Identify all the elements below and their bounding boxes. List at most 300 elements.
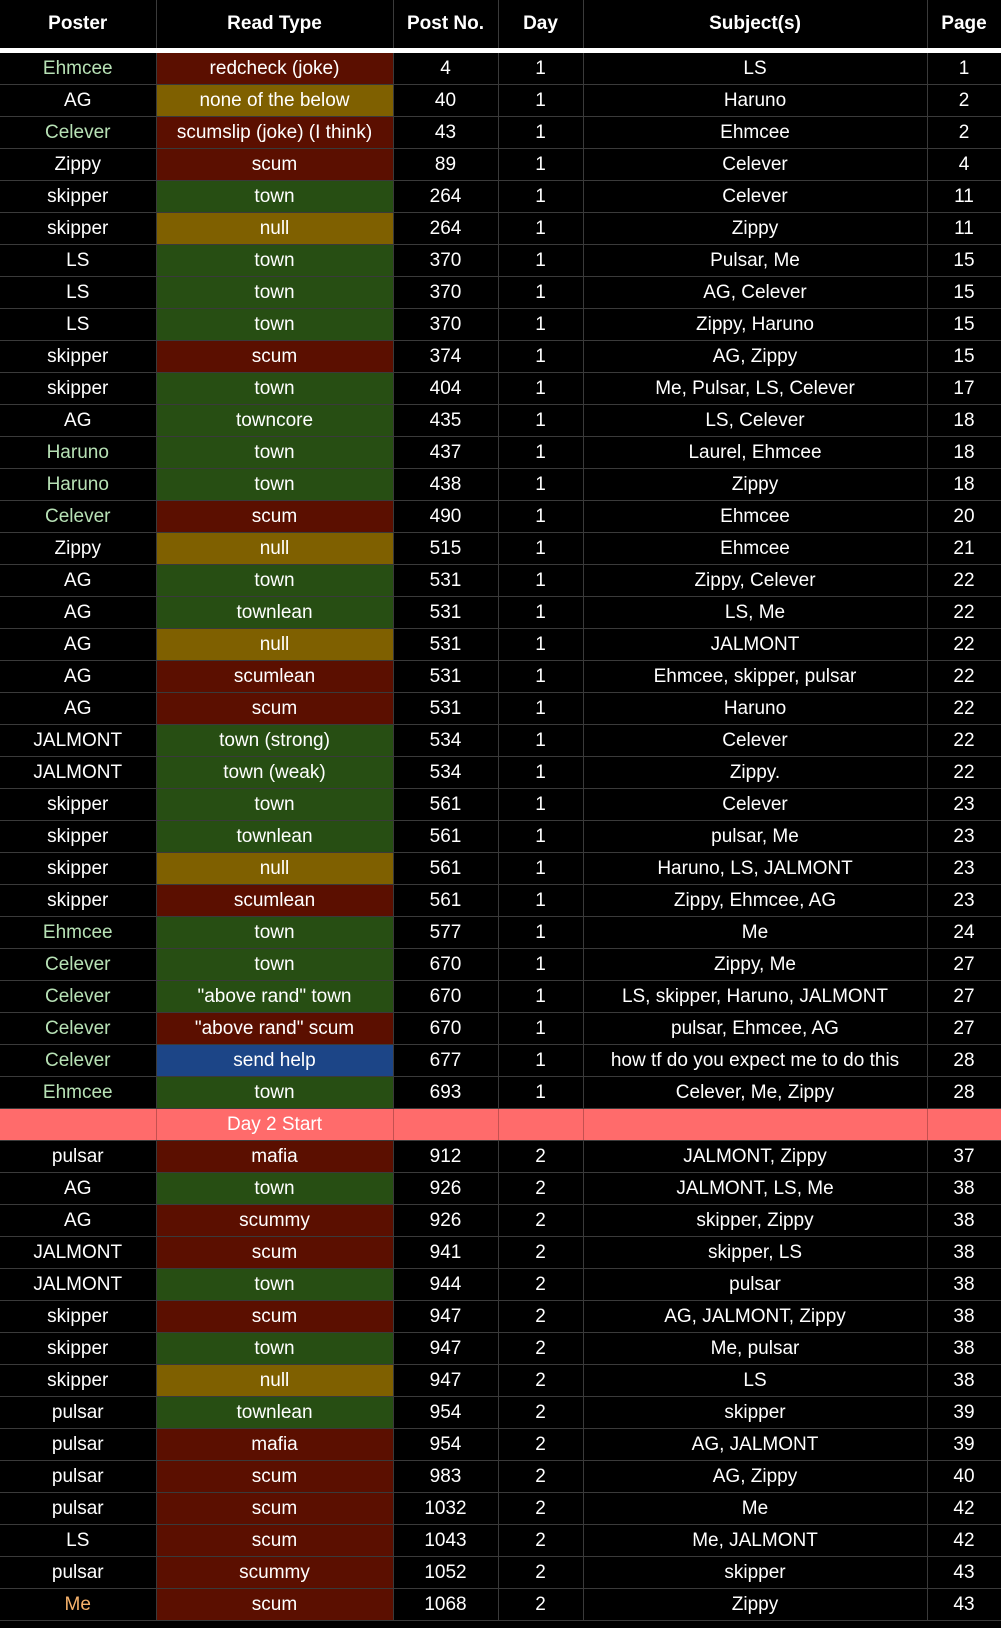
subjects-cell: Zippy bbox=[583, 469, 927, 501]
read-type-cell: scumlean bbox=[156, 661, 393, 693]
post-no-cell: 531 bbox=[393, 597, 498, 629]
page-cell: 27 bbox=[927, 981, 1001, 1013]
day-cell: 1 bbox=[498, 51, 583, 85]
post-no-cell: 264 bbox=[393, 213, 498, 245]
read-type-cell: scumlean bbox=[156, 885, 393, 917]
day-cell: 1 bbox=[498, 565, 583, 597]
page-cell: 23 bbox=[927, 789, 1001, 821]
subjects-cell: Me bbox=[583, 917, 927, 949]
day-cell: 1 bbox=[498, 597, 583, 629]
post-no-cell: 404 bbox=[393, 373, 498, 405]
post-no-cell: 1043 bbox=[393, 1525, 498, 1557]
subjects-cell: Me bbox=[583, 1493, 927, 1525]
page-cell: 22 bbox=[927, 565, 1001, 597]
post-no-cell: 670 bbox=[393, 949, 498, 981]
poster-cell: JALMONT bbox=[0, 1237, 156, 1269]
page-cell: 38 bbox=[927, 1301, 1001, 1333]
poster-cell: Haruno bbox=[0, 469, 156, 501]
day-cell: 1 bbox=[498, 789, 583, 821]
read-type-cell: scum bbox=[156, 1301, 393, 1333]
read-type-cell: town bbox=[156, 789, 393, 821]
table-row bbox=[0, 373, 1001, 405]
subjects-cell: Laurel, Ehmcee bbox=[583, 437, 927, 469]
table-row bbox=[0, 917, 1001, 949]
subjects-cell: LS, skipper, Haruno, JALMONT bbox=[583, 981, 927, 1013]
table-body bbox=[0, 51, 1001, 1621]
day-cell: 2 bbox=[498, 1365, 583, 1397]
table-row bbox=[0, 1173, 1001, 1205]
subjects-cell: Celever bbox=[583, 725, 927, 757]
page-cell: 38 bbox=[927, 1205, 1001, 1237]
post-no-cell: 577 bbox=[393, 917, 498, 949]
table-row bbox=[0, 565, 1001, 597]
subjects-cell: Celever bbox=[583, 789, 927, 821]
post-no-cell: 677 bbox=[393, 1045, 498, 1077]
read-type-cell: null bbox=[156, 213, 393, 245]
post-no-cell: 941 bbox=[393, 1237, 498, 1269]
day-cell: 1 bbox=[498, 885, 583, 917]
poster-cell: skipper bbox=[0, 373, 156, 405]
day-cell: 2 bbox=[498, 1333, 583, 1365]
read-type-cell: town (strong) bbox=[156, 725, 393, 757]
post-no-cell: 43 bbox=[393, 117, 498, 149]
day-cell: 1 bbox=[498, 917, 583, 949]
page-cell: 39 bbox=[927, 1397, 1001, 1429]
read-type-cell: null bbox=[156, 629, 393, 661]
table-row bbox=[0, 1493, 1001, 1525]
day-cell: 2 bbox=[498, 1589, 583, 1621]
page-cell: 2 bbox=[927, 85, 1001, 117]
table-row bbox=[0, 533, 1001, 565]
subjects-cell: JALMONT, LS, Me bbox=[583, 1173, 927, 1205]
page-cell: 38 bbox=[927, 1333, 1001, 1365]
post-no-cell: 370 bbox=[393, 277, 498, 309]
table-row bbox=[0, 1013, 1001, 1045]
read-type-cell: scum bbox=[156, 1237, 393, 1269]
poster-cell: Celever bbox=[0, 1013, 156, 1045]
day-cell: 1 bbox=[498, 373, 583, 405]
subjects-cell: LS, Celever bbox=[583, 405, 927, 437]
page-cell: 43 bbox=[927, 1557, 1001, 1589]
table-row bbox=[0, 277, 1001, 309]
poster-cell: skipper bbox=[0, 1301, 156, 1333]
day-cell: 1 bbox=[498, 661, 583, 693]
table-row bbox=[0, 885, 1001, 917]
page-cell: 4 bbox=[927, 149, 1001, 181]
subjects-cell: Ehmcee bbox=[583, 117, 927, 149]
poster-cell: skipper bbox=[0, 341, 156, 373]
table-row bbox=[0, 149, 1001, 181]
post-no-cell bbox=[393, 1109, 498, 1141]
day-cell: 1 bbox=[498, 853, 583, 885]
page-cell: 2 bbox=[927, 117, 1001, 149]
subjects-cell: Haruno, LS, JALMONT bbox=[583, 853, 927, 885]
table-row bbox=[0, 1461, 1001, 1493]
day-cell: 1 bbox=[498, 437, 583, 469]
read-type-cell: town bbox=[156, 1173, 393, 1205]
read-type-cell: scum bbox=[156, 149, 393, 181]
poster-cell: AG bbox=[0, 1173, 156, 1205]
poster-cell: Ehmcee bbox=[0, 51, 156, 85]
post-no-cell: 912 bbox=[393, 1141, 498, 1173]
page-cell: 15 bbox=[927, 309, 1001, 341]
table-row bbox=[0, 1589, 1001, 1621]
post-no-cell: 947 bbox=[393, 1333, 498, 1365]
page-cell: 11 bbox=[927, 181, 1001, 213]
day-cell: 2 bbox=[498, 1525, 583, 1557]
day-cell: 1 bbox=[498, 1045, 583, 1077]
subjects-cell: pulsar bbox=[583, 1269, 927, 1301]
day-cell: 1 bbox=[498, 725, 583, 757]
day-cell: 1 bbox=[498, 469, 583, 501]
post-no-cell: 531 bbox=[393, 661, 498, 693]
page-cell: 1 bbox=[927, 51, 1001, 85]
poster-cell: AG bbox=[0, 85, 156, 117]
day-cell: 1 bbox=[498, 277, 583, 309]
poster-cell: pulsar bbox=[0, 1429, 156, 1461]
poster-cell: Ehmcee bbox=[0, 917, 156, 949]
read-type-cell: none of the below bbox=[156, 85, 393, 117]
subjects-cell: pulsar, Me bbox=[583, 821, 927, 853]
subjects-cell: Me, Pulsar, LS, Celever bbox=[583, 373, 927, 405]
poster-cell: Ehmcee bbox=[0, 1077, 156, 1109]
post-no-cell: 561 bbox=[393, 885, 498, 917]
subjects-cell: skipper bbox=[583, 1557, 927, 1589]
subjects-cell: LS bbox=[583, 51, 927, 85]
table-row bbox=[0, 821, 1001, 853]
page-cell: 21 bbox=[927, 533, 1001, 565]
post-no-cell: 435 bbox=[393, 405, 498, 437]
post-no-cell: 561 bbox=[393, 821, 498, 853]
header-subjects: Subject(s) bbox=[583, 0, 927, 51]
table-row bbox=[0, 341, 1001, 373]
table-row bbox=[0, 309, 1001, 341]
day-cell: 1 bbox=[498, 981, 583, 1013]
post-no-cell: 374 bbox=[393, 341, 498, 373]
poster-cell: Celever bbox=[0, 981, 156, 1013]
post-no-cell: 370 bbox=[393, 309, 498, 341]
post-no-cell: 1032 bbox=[393, 1493, 498, 1525]
post-no-cell: 1052 bbox=[393, 1557, 498, 1589]
poster-cell: skipper bbox=[0, 853, 156, 885]
subjects-cell: Celever, Me, Zippy bbox=[583, 1077, 927, 1109]
subjects-cell: Me, pulsar bbox=[583, 1333, 927, 1365]
page-cell: 20 bbox=[927, 501, 1001, 533]
subjects-cell: AG, Celever bbox=[583, 277, 927, 309]
post-no-cell: 534 bbox=[393, 725, 498, 757]
read-type-cell: town bbox=[156, 245, 393, 277]
subjects-cell: skipper bbox=[583, 1397, 927, 1429]
page-cell: 27 bbox=[927, 1013, 1001, 1045]
page-cell: 23 bbox=[927, 821, 1001, 853]
table-row bbox=[0, 1045, 1001, 1077]
subjects-cell: Zippy bbox=[583, 1589, 927, 1621]
page-cell: 37 bbox=[927, 1141, 1001, 1173]
poster-cell: JALMONT bbox=[0, 757, 156, 789]
poster-cell: LS bbox=[0, 1525, 156, 1557]
poster-cell: LS bbox=[0, 309, 156, 341]
subjects-cell: JALMONT bbox=[583, 629, 927, 661]
read-type-cell: town bbox=[156, 469, 393, 501]
day-cell: 1 bbox=[498, 501, 583, 533]
poster-cell: Celever bbox=[0, 117, 156, 149]
header-day: Day bbox=[498, 0, 583, 51]
poster-cell: LS bbox=[0, 277, 156, 309]
page-cell: 27 bbox=[927, 949, 1001, 981]
read-type-cell: townlean bbox=[156, 1397, 393, 1429]
day-cell: 2 bbox=[498, 1269, 583, 1301]
read-type-cell: scum bbox=[156, 1589, 393, 1621]
post-no-cell: 370 bbox=[393, 245, 498, 277]
table-row bbox=[0, 1333, 1001, 1365]
day-cell: 1 bbox=[498, 821, 583, 853]
page-cell bbox=[927, 1109, 1001, 1141]
post-no-cell: 490 bbox=[393, 501, 498, 533]
table-row bbox=[0, 981, 1001, 1013]
table-row bbox=[0, 1269, 1001, 1301]
day-cell: 1 bbox=[498, 85, 583, 117]
table-row bbox=[0, 629, 1001, 661]
table-row bbox=[0, 469, 1001, 501]
read-type-cell: scum bbox=[156, 1461, 393, 1493]
subjects-cell: skipper, LS bbox=[583, 1237, 927, 1269]
poster-cell: AG bbox=[0, 693, 156, 725]
post-no-cell: 926 bbox=[393, 1173, 498, 1205]
poster-cell: skipper bbox=[0, 821, 156, 853]
read-type-cell: null bbox=[156, 853, 393, 885]
post-no-cell: 531 bbox=[393, 565, 498, 597]
read-type-cell: scum bbox=[156, 501, 393, 533]
page-cell: 23 bbox=[927, 853, 1001, 885]
post-no-cell: 531 bbox=[393, 693, 498, 725]
table-row bbox=[0, 1205, 1001, 1237]
poster-cell: skipper bbox=[0, 181, 156, 213]
poster-cell: Celever bbox=[0, 949, 156, 981]
read-type-cell: Day 2 Start bbox=[156, 1109, 393, 1141]
post-no-cell: 561 bbox=[393, 853, 498, 885]
page-cell: 28 bbox=[927, 1077, 1001, 1109]
post-no-cell: 670 bbox=[393, 981, 498, 1013]
table-row bbox=[0, 405, 1001, 437]
page-cell: 17 bbox=[927, 373, 1001, 405]
day-cell: 1 bbox=[498, 213, 583, 245]
table-row bbox=[0, 117, 1001, 149]
poster-cell: Haruno bbox=[0, 437, 156, 469]
post-no-cell: 983 bbox=[393, 1461, 498, 1493]
page-cell: 22 bbox=[927, 757, 1001, 789]
page-cell: 42 bbox=[927, 1525, 1001, 1557]
read-type-cell: redcheck (joke) bbox=[156, 51, 393, 85]
table-row bbox=[0, 501, 1001, 533]
post-no-cell: 4 bbox=[393, 51, 498, 85]
day-cell: 2 bbox=[498, 1461, 583, 1493]
page-cell: 18 bbox=[927, 405, 1001, 437]
post-no-cell: 944 bbox=[393, 1269, 498, 1301]
subjects-cell: Zippy, Haruno bbox=[583, 309, 927, 341]
day-cell: 1 bbox=[498, 309, 583, 341]
read-type-cell: "above rand" town bbox=[156, 981, 393, 1013]
poster-cell: AG bbox=[0, 629, 156, 661]
poster-cell: AG bbox=[0, 1205, 156, 1237]
read-type-cell: townlean bbox=[156, 821, 393, 853]
poster-cell: LS bbox=[0, 245, 156, 277]
post-no-cell: 534 bbox=[393, 757, 498, 789]
poster-cell: pulsar bbox=[0, 1557, 156, 1589]
read-type-cell: scum bbox=[156, 1493, 393, 1525]
read-type-cell: town bbox=[156, 949, 393, 981]
page-cell: 22 bbox=[927, 661, 1001, 693]
subjects-cell: pulsar, Ehmcee, AG bbox=[583, 1013, 927, 1045]
subjects-cell: Zippy, Me bbox=[583, 949, 927, 981]
day-cell: 1 bbox=[498, 149, 583, 181]
subjects-cell: Celever bbox=[583, 181, 927, 213]
subjects-cell: Pulsar, Me bbox=[583, 245, 927, 277]
poster-cell: skipper bbox=[0, 213, 156, 245]
table-row bbox=[0, 51, 1001, 85]
subjects-cell: Zippy, Ehmcee, AG bbox=[583, 885, 927, 917]
table-row bbox=[0, 181, 1001, 213]
day-cell: 1 bbox=[498, 629, 583, 661]
subjects-cell: JALMONT, Zippy bbox=[583, 1141, 927, 1173]
subjects-cell: LS, Me bbox=[583, 597, 927, 629]
day-cell: 1 bbox=[498, 1077, 583, 1109]
read-type-cell: town bbox=[156, 1333, 393, 1365]
day-cell: 2 bbox=[498, 1237, 583, 1269]
read-type-cell: scum bbox=[156, 1525, 393, 1557]
page-cell: 38 bbox=[927, 1365, 1001, 1397]
subjects-cell: Ehmcee, skipper, pulsar bbox=[583, 661, 927, 693]
day-cell: 2 bbox=[498, 1429, 583, 1461]
post-no-cell: 515 bbox=[393, 533, 498, 565]
header-poster: Poster bbox=[0, 0, 156, 51]
read-type-cell: mafia bbox=[156, 1141, 393, 1173]
table-row bbox=[0, 213, 1001, 245]
header-row bbox=[0, 0, 1001, 51]
table-row bbox=[0, 1301, 1001, 1333]
page-cell: 38 bbox=[927, 1173, 1001, 1205]
poster-cell: pulsar bbox=[0, 1141, 156, 1173]
poster-cell: Me bbox=[0, 1589, 156, 1621]
poster-cell: skipper bbox=[0, 1365, 156, 1397]
table-row bbox=[0, 1557, 1001, 1589]
read-type-cell: mafia bbox=[156, 1429, 393, 1461]
page-cell: 23 bbox=[927, 885, 1001, 917]
read-type-cell: null bbox=[156, 1365, 393, 1397]
day-cell: 2 bbox=[498, 1493, 583, 1525]
read-type-cell: scummy bbox=[156, 1557, 393, 1589]
day-cell bbox=[498, 1109, 583, 1141]
post-no-cell: 40 bbox=[393, 85, 498, 117]
read-type-cell: null bbox=[156, 533, 393, 565]
day-cell: 2 bbox=[498, 1397, 583, 1429]
post-no-cell: 926 bbox=[393, 1205, 498, 1237]
read-type-cell: town bbox=[156, 917, 393, 949]
subjects-cell: Haruno bbox=[583, 85, 927, 117]
day-cell: 1 bbox=[498, 949, 583, 981]
poster-cell bbox=[0, 1109, 156, 1141]
table-row bbox=[0, 1397, 1001, 1429]
page-cell: 18 bbox=[927, 469, 1001, 501]
day-cell: 2 bbox=[498, 1557, 583, 1589]
page-cell: 11 bbox=[927, 213, 1001, 245]
table-row bbox=[0, 789, 1001, 821]
read-type-cell: towncore bbox=[156, 405, 393, 437]
table-row bbox=[0, 949, 1001, 981]
table-row bbox=[0, 693, 1001, 725]
subjects-cell: Zippy. bbox=[583, 757, 927, 789]
page-cell: 22 bbox=[927, 629, 1001, 661]
subjects-cell: Zippy bbox=[583, 213, 927, 245]
page-cell: 39 bbox=[927, 1429, 1001, 1461]
day-cell: 2 bbox=[498, 1205, 583, 1237]
day-cell: 1 bbox=[498, 181, 583, 213]
poster-cell: AG bbox=[0, 405, 156, 437]
subjects-cell: Haruno bbox=[583, 693, 927, 725]
subjects-cell: AG, JALMONT, Zippy bbox=[583, 1301, 927, 1333]
subjects-cell: skipper, Zippy bbox=[583, 1205, 927, 1237]
poster-cell: skipper bbox=[0, 1333, 156, 1365]
poster-cell: pulsar bbox=[0, 1461, 156, 1493]
day-cell: 1 bbox=[498, 533, 583, 565]
poster-cell: AG bbox=[0, 565, 156, 597]
subjects-cell: Ehmcee bbox=[583, 533, 927, 565]
poster-cell: Zippy bbox=[0, 533, 156, 565]
header-post-no: Post No. bbox=[393, 0, 498, 51]
read-type-cell: town bbox=[156, 309, 393, 341]
page-cell: 40 bbox=[927, 1461, 1001, 1493]
page-cell: 18 bbox=[927, 437, 1001, 469]
poster-cell: AG bbox=[0, 597, 156, 629]
post-no-cell: 947 bbox=[393, 1301, 498, 1333]
table-row bbox=[0, 245, 1001, 277]
page-cell: 22 bbox=[927, 597, 1001, 629]
day-cell: 1 bbox=[498, 405, 583, 437]
page-cell: 28 bbox=[927, 1045, 1001, 1077]
post-no-cell: 954 bbox=[393, 1397, 498, 1429]
poster-cell: JALMONT bbox=[0, 1269, 156, 1301]
poster-cell: skipper bbox=[0, 789, 156, 821]
read-type-cell: town bbox=[156, 181, 393, 213]
read-type-cell: town (weak) bbox=[156, 757, 393, 789]
day-cell: 1 bbox=[498, 117, 583, 149]
table-row bbox=[0, 853, 1001, 885]
subjects-cell: AG, Zippy bbox=[583, 341, 927, 373]
read-type-cell: townlean bbox=[156, 597, 393, 629]
day-cell: 1 bbox=[498, 245, 583, 277]
table-row bbox=[0, 597, 1001, 629]
post-no-cell: 437 bbox=[393, 437, 498, 469]
page-cell: 22 bbox=[927, 693, 1001, 725]
read-type-cell: scumslip (joke) (I think) bbox=[156, 117, 393, 149]
poster-cell: Zippy bbox=[0, 149, 156, 181]
read-type-cell: town bbox=[156, 1077, 393, 1109]
table-row bbox=[0, 1429, 1001, 1461]
table-row bbox=[0, 1525, 1001, 1557]
subjects-cell: AG, JALMONT bbox=[583, 1429, 927, 1461]
post-no-cell: 670 bbox=[393, 1013, 498, 1045]
page-cell: 42 bbox=[927, 1493, 1001, 1525]
day-divider-row bbox=[0, 1109, 1001, 1141]
day-cell: 1 bbox=[498, 341, 583, 373]
read-type-cell: scummy bbox=[156, 1205, 393, 1237]
page-cell: 24 bbox=[927, 917, 1001, 949]
subjects-cell: Celever bbox=[583, 149, 927, 181]
table-row bbox=[0, 1365, 1001, 1397]
table-row bbox=[0, 85, 1001, 117]
read-type-cell: town bbox=[156, 437, 393, 469]
poster-cell: Celever bbox=[0, 501, 156, 533]
post-no-cell: 954 bbox=[393, 1429, 498, 1461]
